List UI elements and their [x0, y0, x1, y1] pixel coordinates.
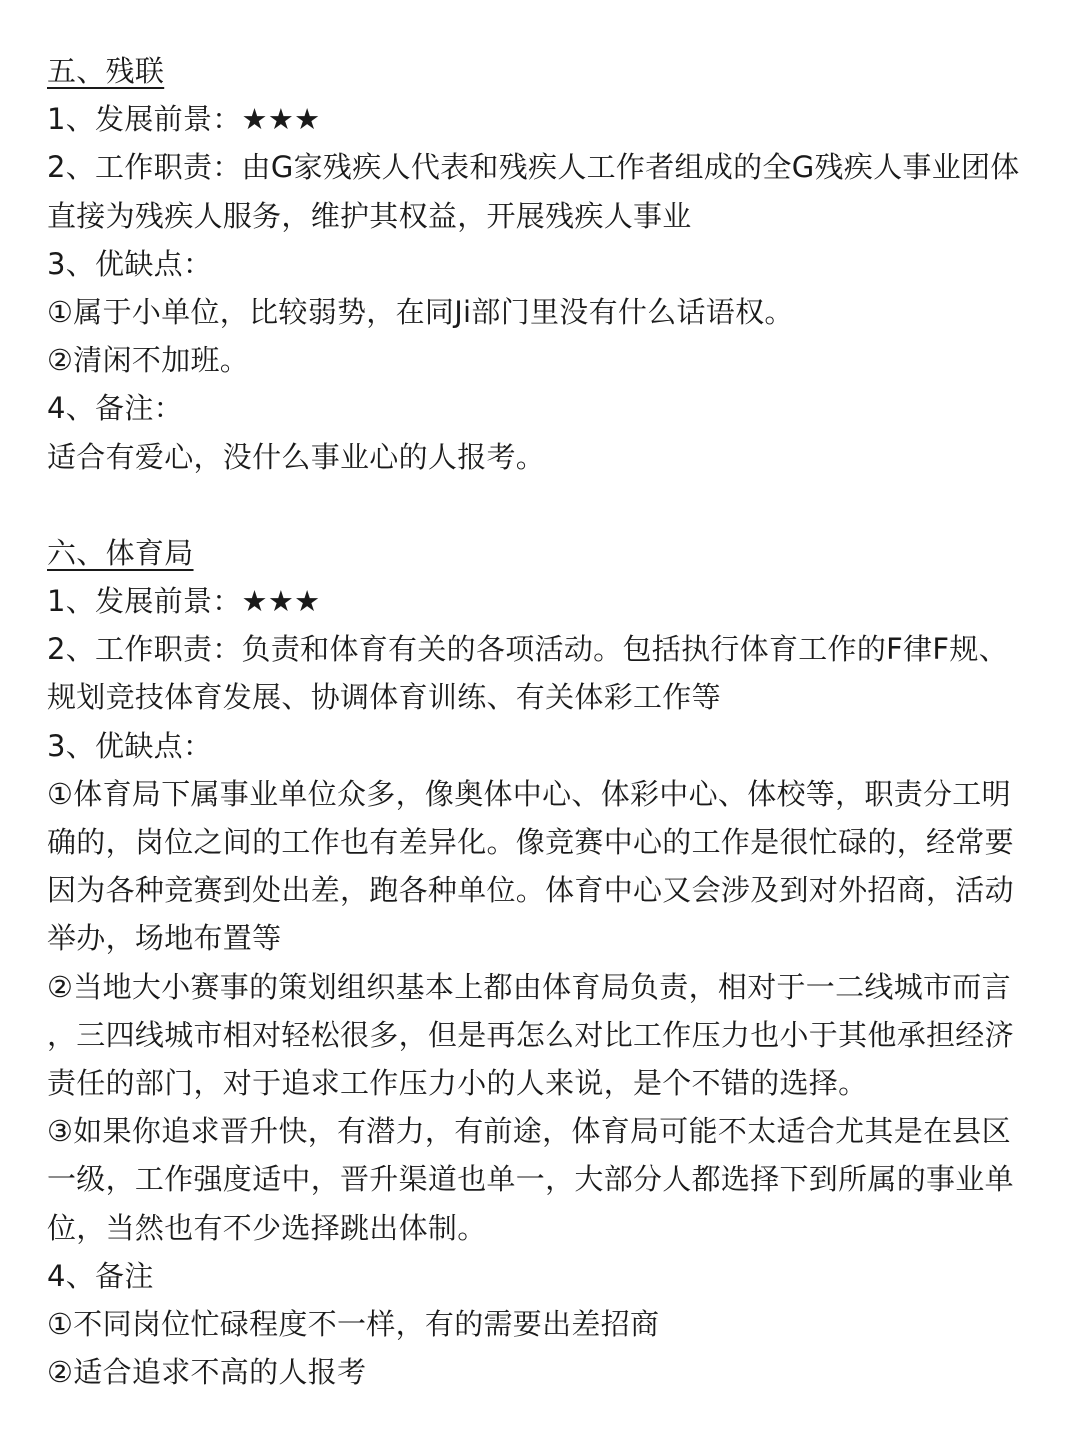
text-line: 3、优缺点： [47, 728, 213, 763]
text-line: 确的，岗位之间的工作也有差异化。像竞赛中心的工作是很忙碌的，经常要 [47, 825, 1014, 860]
text-line: 一级，工作强度适中，晋升渠道也单一，大部分人都选择下到所属的事业单 [47, 1162, 1014, 1197]
text-line: 4、备注： [47, 391, 183, 426]
text-line: 3、优缺点： [47, 246, 213, 281]
text-line: ②适合追求不高的人报考 [47, 1355, 367, 1390]
text-line: ①体育局下属事业单位众多，像奥体中心、体彩中心、体校等，职责分工明 [47, 776, 1011, 811]
text-line: ，三四线城市相对轻松很多，但是再怎么对比工作压力也小于其他承担经济 [47, 1017, 1014, 1052]
text-line: ②清闲不加班。 [47, 343, 250, 378]
text-line: 责任的部门，对于追求工作压力小的人来说，是个不错的选择。 [47, 1066, 868, 1101]
text-line: 位，当然也有不少选择跳出体制。 [47, 1210, 487, 1245]
section-title: 五、残联 [47, 54, 165, 88]
text-line: ③如果你追求晋升快，有潜力，有前途，体育局可能不太适合尤其是在县区 [47, 1114, 1011, 1149]
text-line: ①属于小单位，比较弱势，在同Ji部门里没有什么话语权。 [47, 295, 794, 330]
text-line: 举办，场地布置等 [47, 921, 282, 956]
section-disabled-federation [47, 47, 1034, 481]
text-line: 规划竞技体育发展、协调体育训练、有关体彩工作等 [47, 680, 721, 715]
text-line: 2、工作职责：由G家残疾人代表和残疾人工作者组成的全G残疾人事业团体 [47, 150, 1020, 185]
text-line: 直接为残疾人服务，维护其权益，开展残疾人事业 [47, 198, 692, 233]
text-line: 1、发展前景：★★★ [47, 584, 321, 619]
text-line: 1、发展前景：★★★ [47, 102, 321, 137]
text-line: 适合有爱心，没什么事业心的人报考。 [47, 439, 546, 474]
text-line: ①不同岗位忙碌程度不一样，有的需要出差招商 [47, 1307, 660, 1342]
text-line: 4、备注 [47, 1258, 154, 1293]
text-line: 2、工作职责：负责和体育有关的各项活动。包括执行体育工作的F律F规、 [47, 632, 1009, 667]
text-line: 因为各种竞赛到处出差，跑各种单位。体育中心又会涉及到对外招商，活动 [47, 873, 1014, 908]
section-sports-bureau [47, 529, 1034, 1397]
section-title: 六、体育局 [47, 535, 194, 570]
text-line: ②当地大小赛事的策划组织基本上都由体育局负责，相对于一二线城市而言 [47, 969, 1011, 1004]
